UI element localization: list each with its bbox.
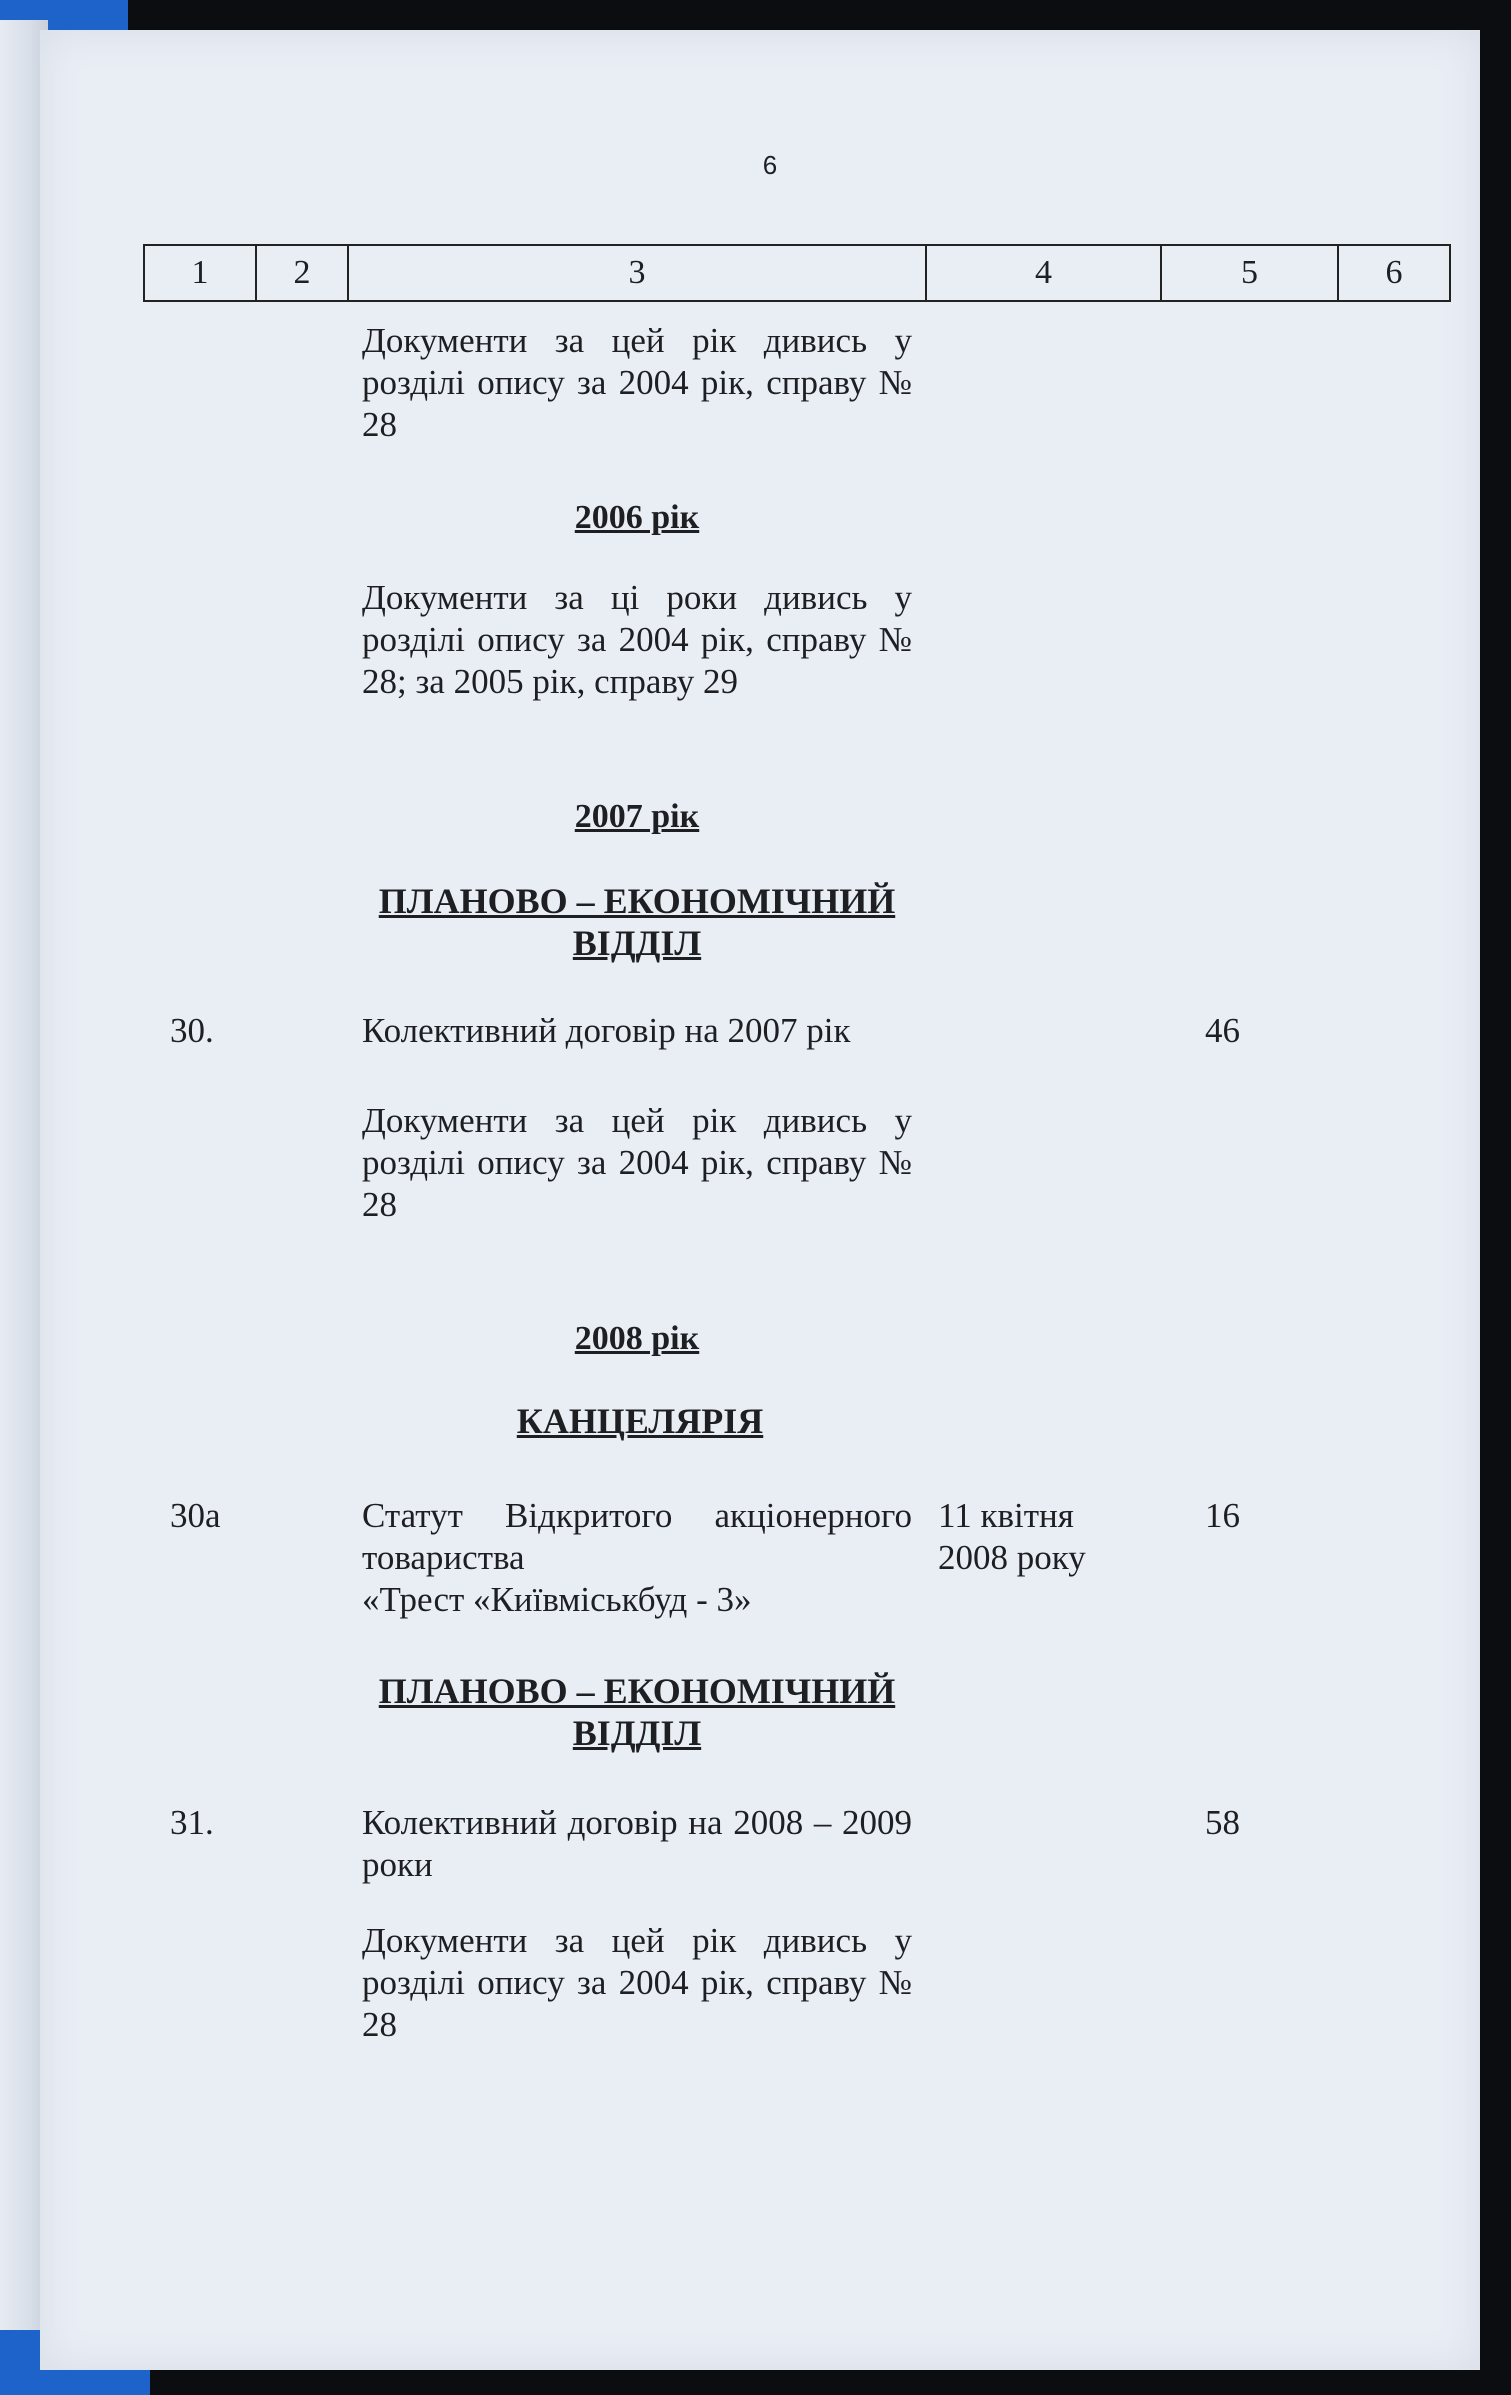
column-header-2: 2 xyxy=(257,246,349,300)
entry-30a-date: 11 квітня 2008 року xyxy=(938,1496,1086,1577)
entry-31-title: Колективний договір на 2008 – 2009 роки xyxy=(362,1803,912,1884)
note-2006: Документи за ці роки дивись у розділі опису за 2004 рік, справу № 28; за 2005 рік, справу 29 xyxy=(362,578,912,701)
column-header-5: 5 xyxy=(1162,246,1339,300)
entry-30-number: 30. xyxy=(170,1011,214,1050)
department-heading-chancellery: КАНЦЕЛЯРІЯ xyxy=(516,1401,764,1441)
entry-31-number: 31. xyxy=(170,1803,214,1842)
department-heading-2008: ПЛАНОВО – ЕКОНОМІЧНИЙ ВІДДІЛ xyxy=(378,1671,896,1753)
year-heading-2007: 2007 рік xyxy=(574,798,700,835)
year-heading-2008: 2008 рік xyxy=(574,1320,700,1357)
column-header-4: 4 xyxy=(927,246,1162,300)
column-header-3: 3 xyxy=(349,246,927,300)
note-2005: Документи за цей рік дивись у розділі опису за 2004 рік, справу № 28 xyxy=(362,321,912,444)
entry-30-title: Колективний договір на 2007 рік xyxy=(362,1011,851,1050)
entry-30a-title-line2: «Трест «Київміськбуд - 3» xyxy=(362,1580,752,1619)
note-2008: Документи за цей рік дивись у розділі опису за 2004 рік, справу № 28 xyxy=(362,1921,912,2044)
entry-30a-pages: 16 xyxy=(1205,1496,1240,1535)
column-header-1: 1 xyxy=(145,246,257,300)
entry-30a-title xyxy=(362,1495,912,1621)
column-header-6: 6 xyxy=(1385,254,1403,291)
page-number: 6 xyxy=(762,150,778,180)
table-header-row xyxy=(143,244,1451,302)
department-heading-2007: ПЛАНОВО – ЕКОНОМІЧНИЙ ВІДДІЛ xyxy=(378,881,896,963)
note-2007: Документи за цей рік дивись у розділі опису за 2004 рік, справу № 28 xyxy=(362,1101,912,1224)
document-page xyxy=(40,30,1480,2370)
entry-30-pages: 46 xyxy=(1205,1011,1240,1050)
year-heading-2006: 2006 рік xyxy=(574,499,700,536)
entry-30a-title-line1: Статут Відкритого акціонерного товариства xyxy=(362,1496,912,1577)
entry-30a-number: 30а xyxy=(170,1496,221,1535)
entry-31-pages: 58 xyxy=(1205,1803,1240,1842)
